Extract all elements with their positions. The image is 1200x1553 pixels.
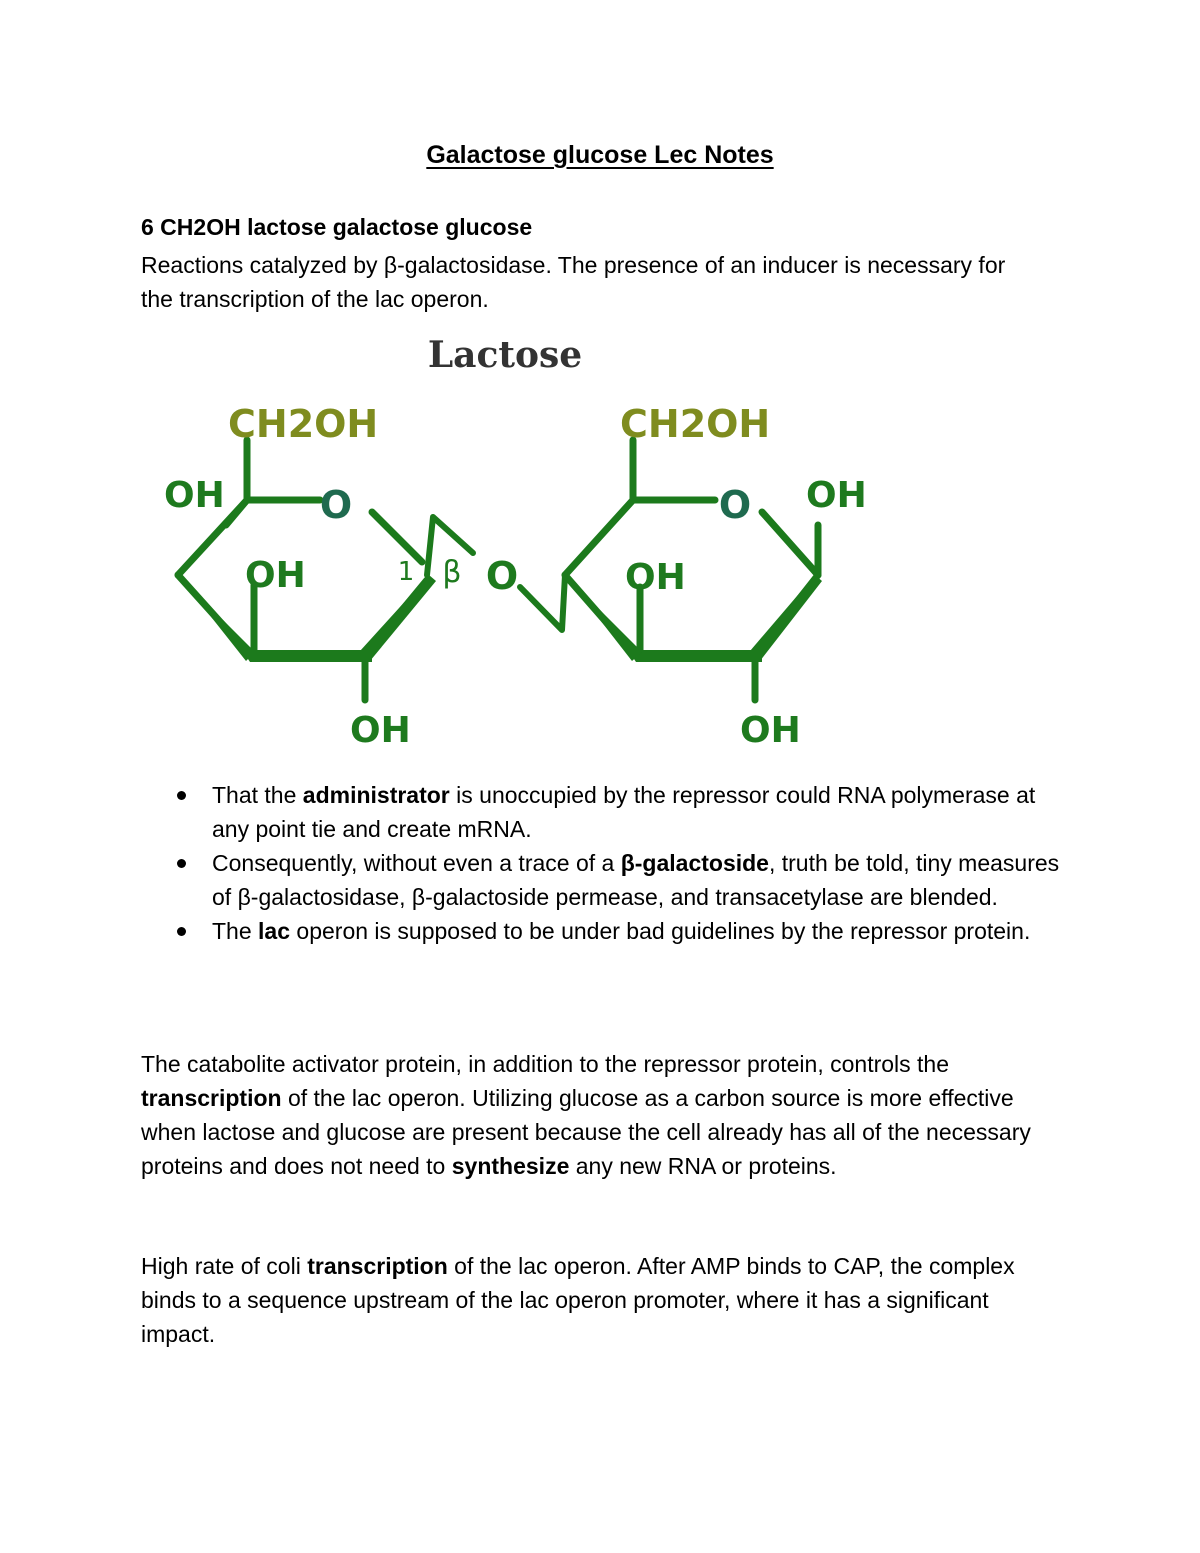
bullet-icon (177, 859, 186, 868)
oh-label: OH (740, 710, 801, 751)
oh-label: OH (350, 710, 411, 751)
glucose-bold-bond (628, 650, 762, 662)
oh-label: OH (164, 475, 225, 516)
ring-oxygen-right: O (718, 483, 752, 527)
beta-label: β (442, 555, 462, 590)
bullet-list (141, 778, 1071, 948)
galactose-bold-bond (242, 650, 372, 662)
ch2oh-label-right: CH2OH (620, 402, 771, 446)
galactose-wedge-right (360, 575, 436, 661)
paragraph-cap: The catabolite activator protein, in addition to the repressor protein, controls the transcription of the lac operon. Utilizing glucose as a carbon source is more effective when lactose and glucose are present because the cell already has all of the necessary proteins and does not need to synthesize any new RNA or proteins. (141, 1051, 1031, 1179)
list-item: That the administrator is unoccupied by the repressor could RNA polymerase at any point tie and create mRNA. (141, 778, 1071, 846)
page-title: Galactose glucose Lec Notes (426, 141, 774, 169)
bullet-icon (177, 927, 186, 936)
anomeric-carbon-number: 1 (397, 557, 415, 587)
figure-title: Lactose (427, 334, 583, 376)
list-item: Consequently, without even a trace of a β-galactoside, truth be told, tiny measures of β-galactosidase, β-galactoside permease, and transacetylase are blended. (141, 846, 1071, 914)
bullet-icon (177, 791, 186, 800)
ch2oh-label-left: CH2OH (228, 402, 379, 446)
lactose-structure-figure (150, 325, 890, 765)
bridge-oxygen: O (485, 554, 519, 598)
galactose-wedge-left (178, 575, 255, 661)
oh-label: OH (245, 555, 306, 596)
intro-paragraph: Reactions catalyzed by β-galactosidase. The presence of an inducer is necessary for the transcription of the lac operon. (141, 252, 1006, 312)
list-item: The lac operon is supposed to be under bad guidelines by the repressor protein. (141, 914, 1071, 948)
ring-oxygen-left: O (319, 483, 353, 527)
oh-label: OH (806, 475, 867, 516)
glucose-wedge-right (750, 575, 822, 661)
oh-label: OH (625, 557, 686, 598)
section-heading: 6 CH2OH lactose galactose glucose (141, 214, 533, 240)
paragraph-transcription: High rate of coli transcription of the lac operon. After AMP binds to CAP, the complex binds to a sequence upstream of the lac operon promoter, where it has a significant impact. (141, 1253, 1015, 1347)
